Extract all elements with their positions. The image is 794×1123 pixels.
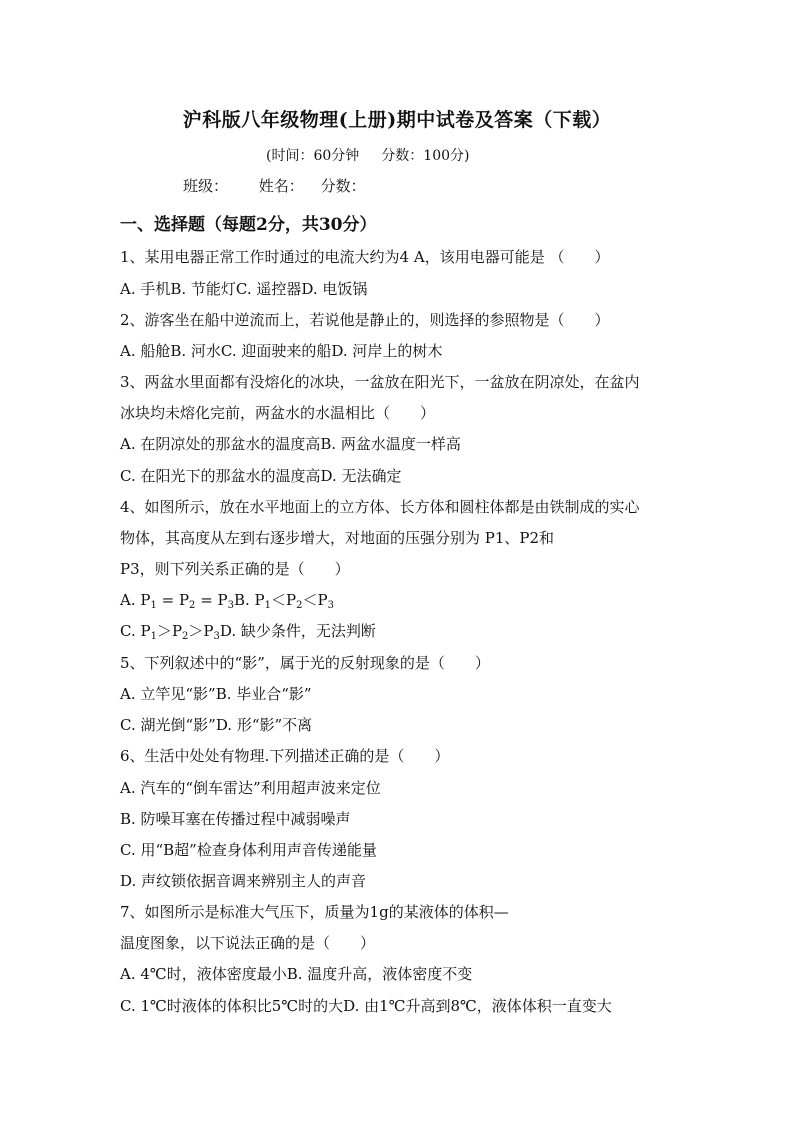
- option-line: A. 手机B. 节能灯C. 遥控器D. 电饭锅: [120, 280, 368, 298]
- option-line: C. 1℃时液体的体积比5℃时的大D. 由1℃升高到8℃，液体体积一直变大: [120, 997, 612, 1015]
- question-line: 2、游客坐在船中逆流而上，若说他是静止的，则选择的参照物是（ ）: [120, 311, 610, 329]
- option-line: B. 防噪耳塞在传播过程中减弱噪声: [120, 810, 351, 828]
- question-line: 6、生活中处处有物理.下列描述正确的是（ ）: [120, 747, 450, 765]
- option-line: A. 4℃时，液体密度最小B. 温度升高，液体密度不变: [120, 965, 473, 983]
- option-line: A. 船舱B. 河水C. 迎面驶来的船D. 河岸上的树木: [120, 342, 443, 360]
- question-line: 1、某用电器正常工作时通过的电流大约为4 A，该用电器可能是 （ ）: [120, 248, 610, 266]
- option-line: D. 声纹锁依据音调来辨别主人的声音: [120, 872, 367, 890]
- option-line: C. $P_1>P_2>P_3D$. 缺少条件，无法判断: [120, 622, 376, 642]
- score-label: 分数：: [320, 177, 366, 195]
- option-line: A. 汽车的“倒车雷达”利用超声波来定位: [120, 779, 381, 797]
- exam-meta: [266, 145, 469, 165]
- option-line: A. 立竿见“影”B. 毕业合“影”: [120, 685, 312, 703]
- question-line: 7、如图所示是标准大气压下，质量为1g的某液体的体积—: [120, 903, 509, 921]
- class-label: 班级：: [183, 177, 229, 195]
- page-title: 沪科版八年级物理(上册)期中试卷及答案（下载）: [182, 109, 612, 131]
- question-line: 温度图象，以下说法正确的是（ ）: [120, 934, 376, 952]
- time-limit: (时间：60分钟: [266, 148, 360, 164]
- option-line: C. 用“B超”检查身体利用声音传递能量: [120, 841, 377, 859]
- question-line: P3，则下列关系正确的是（ ）: [120, 560, 350, 578]
- student-info: [183, 175, 392, 196]
- option-line: A. $P_1 = P_2 = P_3B$. $P_1<P_2<P_3$: [120, 591, 334, 611]
- section-heading: 一、选择题（每题2分，共30分）: [120, 215, 377, 235]
- name-label: 姓名：: [258, 177, 304, 195]
- question-line: 物体，其高度从左到右逐步增大，对地面的压强分别为 P1、P2和: [120, 529, 555, 547]
- question-line: 4、如图所示，放在水平地面上的立方体、长方体和圆柱体都是由铁制成的实心: [120, 498, 640, 516]
- question-line: 5、下列叙述中的“影”，属于光的反射现象的是（ ）: [120, 654, 490, 672]
- total-score: 分数：100分): [381, 148, 470, 164]
- option-line: A. 在阴凉处的那盆水的温度高B. 两盆水温度一样高: [120, 435, 461, 453]
- option-line: C. 湖光倒“影”D. 形“影”不离: [120, 716, 313, 734]
- question-line: 3、两盆水里面都有没熔化的冰块，一盆放在阳光下，一盆放在阴凉处，在盆内: [120, 373, 640, 391]
- question-line: 冰块均未熔化完前，两盆水的水温相比（ ）: [120, 404, 436, 422]
- option-line: C. 在阳光下的那盆水的温度高D. 无法确定: [120, 467, 402, 485]
